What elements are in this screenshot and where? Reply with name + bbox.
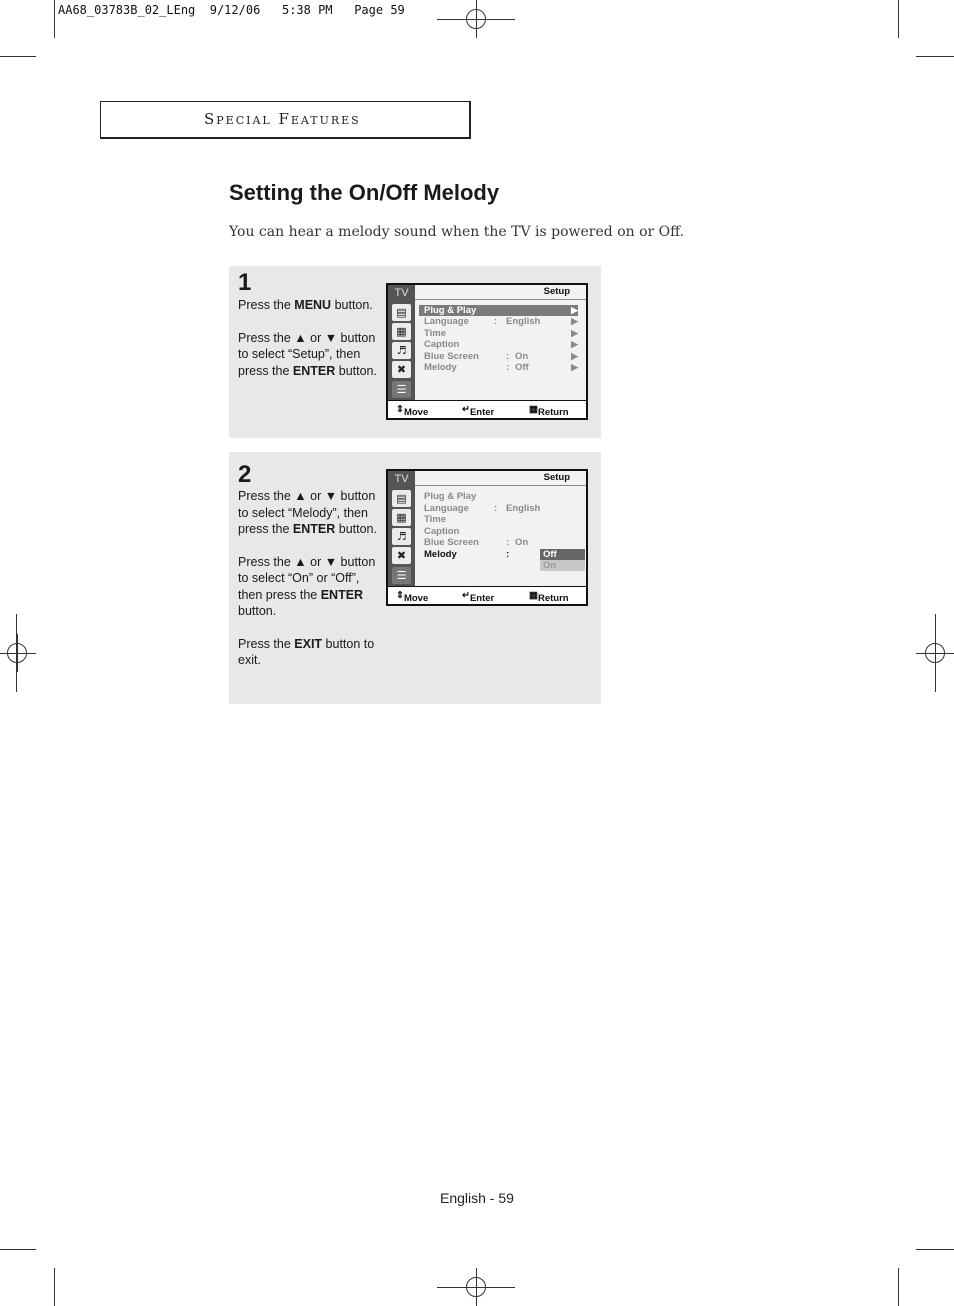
divider xyxy=(415,299,586,300)
return-hint: ▦ Return xyxy=(529,404,569,418)
instruction: Press the ▲ or ▼ button to select “Setup”, then press the ENTER button. xyxy=(238,330,377,378)
menu-item-time[interactable]: Time ▶ xyxy=(424,328,578,339)
menu-footer xyxy=(388,586,586,604)
picture-icon: ▦ xyxy=(392,323,411,340)
instruction: Press the EXIT button to exit. xyxy=(238,636,375,667)
reg-line xyxy=(437,19,515,20)
menu-sidebar xyxy=(388,471,415,587)
setup-icon: ☰ xyxy=(392,567,411,584)
menu-item-melody[interactable]: Melody : xyxy=(424,549,510,560)
step-1-panel xyxy=(229,266,601,438)
intro-text: You can hear a melody sound when the TV is powered on or Off. xyxy=(229,224,685,240)
menu-header: Setup xyxy=(543,286,570,297)
input-icon: ▤ xyxy=(392,304,411,321)
input-icon: ▤ xyxy=(392,490,411,507)
instruction: Press the MENU button. xyxy=(238,298,373,312)
step-number: 2 xyxy=(238,461,252,488)
return-hint: ▦ Return xyxy=(529,590,569,604)
tv-menu-screen xyxy=(386,283,588,420)
menu-sidebar xyxy=(388,285,415,401)
channel-icon: ✖ xyxy=(392,361,411,378)
divider xyxy=(415,485,586,486)
section-header xyxy=(100,101,471,139)
step-number: 1 xyxy=(238,269,252,296)
crop-mark xyxy=(898,1268,899,1306)
sound-icon: ♬ xyxy=(392,342,411,359)
instruction: Press the ▲ or ▼ button to select “On” or “Off”, then press the ENTER button. xyxy=(238,554,376,618)
step-instructions xyxy=(238,297,378,395)
registration-mark-left xyxy=(0,634,36,672)
tv-label: TV xyxy=(394,473,409,485)
enter-hint: ↵ Enter xyxy=(462,404,495,418)
page-number: English - 59 xyxy=(440,1190,514,1206)
menu-item-plug-play[interactable]: Plug & Play ▶ xyxy=(419,305,578,316)
sound-icon: ♬ xyxy=(392,528,411,545)
section-title: Special Features xyxy=(204,110,361,128)
menu-item-language[interactable]: Language : English xyxy=(424,503,541,514)
tv-menu-screen xyxy=(386,469,588,606)
reg-line xyxy=(935,614,936,692)
step-2-panel xyxy=(229,452,601,704)
setup-icon: ☰ xyxy=(392,381,411,398)
page-title: Setting the On/Off Melody xyxy=(229,180,500,205)
menu-item-caption[interactable]: Caption ▶ xyxy=(424,339,578,350)
move-hint: ⇕ Move xyxy=(396,404,429,418)
move-hint: ⇕ Move xyxy=(396,590,429,604)
crop-mark xyxy=(0,1249,36,1250)
step-instructions xyxy=(238,488,378,685)
channel-icon: ✖ xyxy=(392,547,411,564)
printer-slug: AA68_03783B_02_LEng 9/12/06 5:38 PM Page 59 xyxy=(58,3,405,17)
crop-mark xyxy=(0,56,36,57)
crop-mark xyxy=(916,56,954,57)
menu-item-melody[interactable]: Melody : Off ▶ xyxy=(424,362,578,373)
crop-mark xyxy=(916,1249,954,1250)
crop-mark xyxy=(898,0,899,38)
picture-icon: ▦ xyxy=(392,509,411,526)
crop-mark xyxy=(54,0,55,38)
menu-item-time[interactable]: Time xyxy=(424,514,447,525)
menu-footer xyxy=(388,400,586,418)
reg-line xyxy=(16,614,17,692)
melody-option-off[interactable]: Off xyxy=(540,549,585,560)
tv-label: TV xyxy=(394,287,409,299)
menu-item-blue-screen[interactable]: Blue Screen : On ▶ xyxy=(424,351,578,362)
menu-item-language[interactable]: Language : English ▶ xyxy=(424,316,578,327)
menu-item-plug-play[interactable]: Plug & Play xyxy=(424,491,477,502)
menu-content xyxy=(415,285,586,401)
crop-mark xyxy=(54,1268,55,1306)
reg-line xyxy=(437,1287,515,1288)
enter-hint: ↵ Enter xyxy=(462,590,495,604)
menu-header: Setup xyxy=(543,472,570,483)
menu-content xyxy=(415,471,586,587)
instruction: Press the ▲ or ▼ button to select “Melody”, then press the ENTER button. xyxy=(238,489,377,536)
melody-option-on[interactable]: On xyxy=(540,560,585,571)
menu-item-blue-screen[interactable]: Blue Screen : On xyxy=(424,537,529,548)
menu-item-caption[interactable]: Caption xyxy=(424,526,460,537)
